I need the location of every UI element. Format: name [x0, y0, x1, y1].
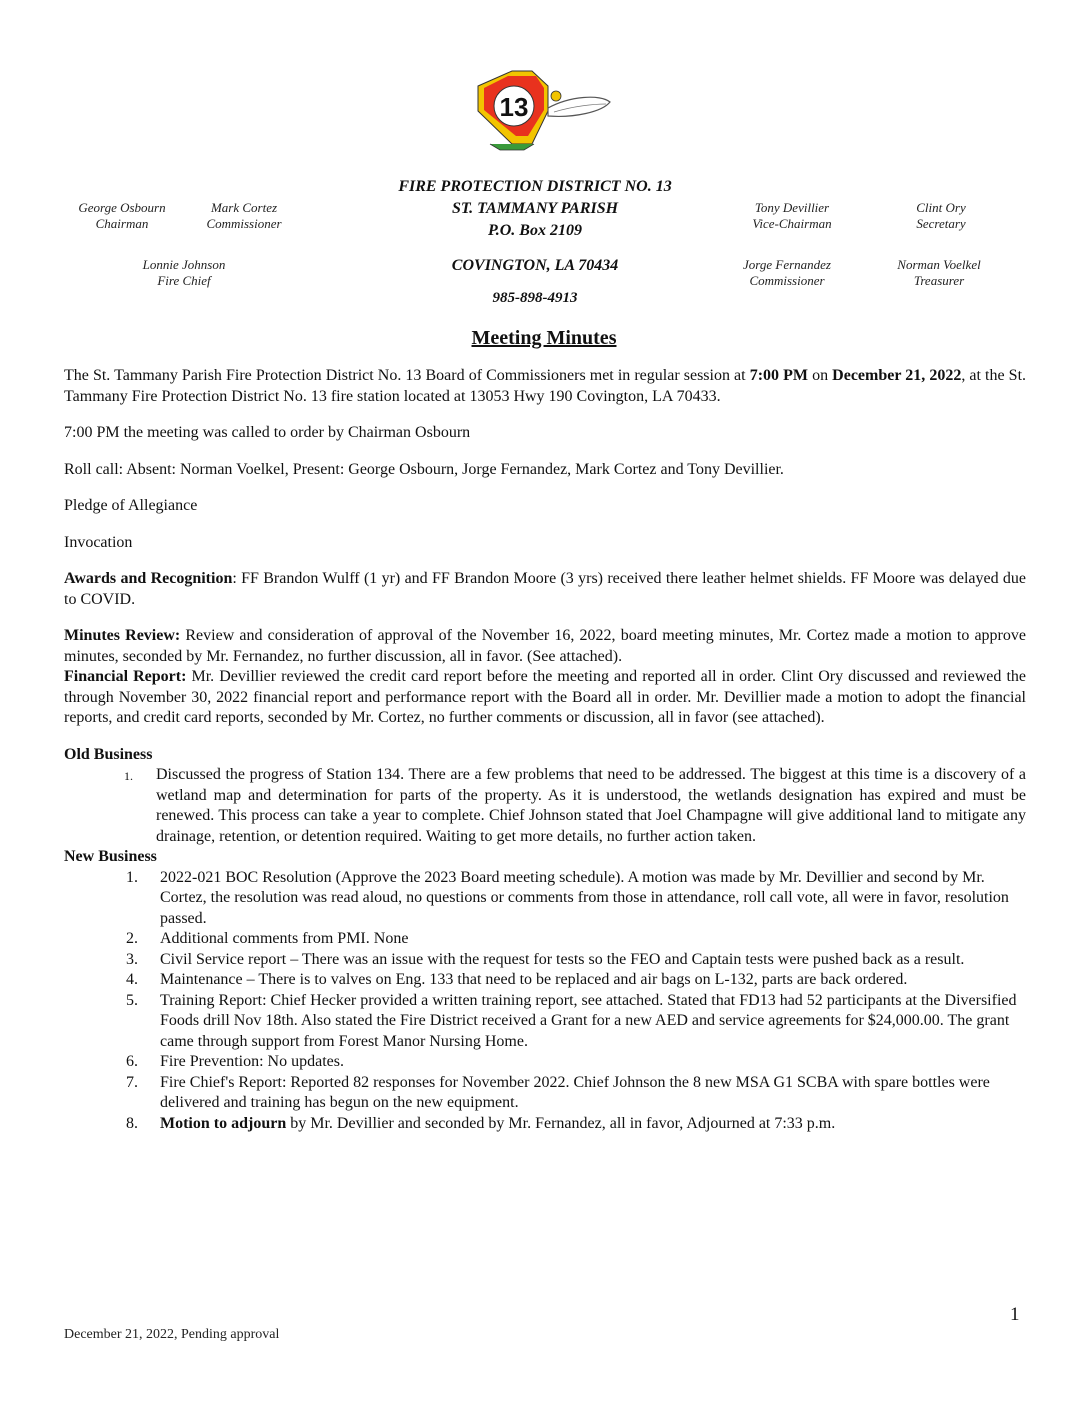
list-item	[64, 950, 1026, 971]
list-item	[64, 929, 1026, 950]
item-text: Fire Chief's Report: Reported 82 responses for November 2022. Chief Johnson the 8 new MSA G1 SCBA with spare bottles were delivered and training has begun on the new equipment.	[160, 1073, 990, 1111]
item-text: Maintenance – There is to valves on Eng. 133 that need to be replaced and air bags on L-132, parts are back ordered.	[160, 971, 908, 988]
list-item	[64, 868, 1026, 930]
financial-text: Mr. Devillier reviewed the credit card report before the meeting and reported all in order. Clint Ory discussed and reviewed the through November 30, 2022 financial report and performance report with the Board all in order. Mr. Devillier made a motion to adopt the financial reports, and credit card reports, seconded by Mr. Cortez, no further comments or discussion, all in favor (see attached).	[64, 668, 1026, 726]
officer-commissioner-right	[724, 257, 850, 289]
officer-treasurer	[880, 257, 998, 289]
item-number: 2.	[126, 930, 138, 947]
old-business-heading: Old Business	[64, 745, 153, 763]
item-number: 1.	[126, 868, 138, 886]
adjourn-label: Motion to adjourn	[160, 1114, 287, 1132]
officer-name: Norman Voelkel	[897, 257, 981, 272]
logo-number: 13	[499, 92, 529, 122]
item-number: 4.	[126, 971, 138, 988]
letterhead-phone: 985-898-4913	[492, 290, 578, 306]
officer-fire-chief	[124, 257, 244, 289]
officer-name: George Osbourn	[78, 200, 166, 215]
roll-call: Roll call: Absent: Norman Voelkel, Present: George Osbourn, Jorge Fernandez, Mark Cortez and Tony Devillier.	[64, 460, 784, 478]
awards-label: Awards and Recognition	[64, 570, 233, 587]
item-text: 2022-021 BOC Resolution (Approve the 2023 Board meeting schedule). A motion was made by Mr. Devillier and second by Mr. Cortez, the resolution was read aloud, no questions or comments from those in attendance, roll call vote, all were in favor, resolution passed.	[160, 868, 1009, 927]
item-number: 3.	[126, 950, 138, 968]
page-title-text: Meeting Minutes	[471, 327, 617, 349]
new-business-list	[64, 868, 1026, 1135]
intro-text: on	[807, 367, 833, 384]
list-item	[64, 991, 1026, 1053]
page-number: 1	[1010, 1304, 1020, 1325]
officer-name: Tony Devillier	[754, 200, 830, 215]
call-to-order: 7:00 PM the meeting was called to order by Chairman Osbourn	[64, 424, 471, 441]
officer-name: Clint Ory	[916, 200, 966, 215]
officer-role: Commissioner	[206, 216, 282, 231]
intro-paragraph	[64, 366, 1026, 407]
officer-role: Vice-Chairman	[752, 216, 832, 231]
awards-paragraph	[64, 569, 1026, 610]
new-business-heading: New Business	[64, 848, 157, 865]
awards-text: : FF Brandon Wulff (1 yr) and FF Brandon Moore (3 yrs) received there leather helmet shields. FF Moore was delayed due to COVID.	[64, 570, 1027, 608]
item-number: 6.	[126, 1053, 138, 1070]
footer-text: December 21, 2022, Pending approval	[64, 1327, 280, 1342]
letterhead-district: FIRE PROTECTION DISTRICT NO. 13	[398, 178, 672, 195]
officer-name: Lonnie Johnson	[142, 257, 226, 272]
officer-role: Chairman	[95, 216, 149, 231]
item-number: 7.	[126, 1073, 138, 1091]
officer-name: Mark Cortez	[210, 200, 278, 215]
item-text: Civil Service report – There was an issue with the request for tests so the FEO and Captain tests were pushed back as a result.	[160, 950, 965, 968]
item-number: 5.	[126, 991, 138, 1009]
officer-vice-chairman	[736, 200, 848, 232]
item-text: Discussed the progress of Station 134. There are a few problems that need to be addressed. The biggest at this time is a discovery of a wetland map and determination for parts of the property. As it is understood, the wetlands designation has expired and must be renewed. This process can take a year to complete. Chief Johnson stated that Joel Champagne will give additional land to mitigate any drainage, retention, or detention required. Waiting to get more details, no further action taken.	[156, 766, 1026, 845]
pledge: Pledge of Allegiance	[64, 497, 198, 514]
officer-role: Commissioner	[749, 273, 825, 288]
list-item	[64, 1073, 1026, 1114]
officer-role: Fire Chief	[157, 273, 211, 288]
item-number: 1.	[124, 769, 133, 783]
minutes-review-text: Review and consideration of approval of the November 16, 2022, board meeting minutes, Mr. Cortez made a motion to approve minutes, seconded by Mr. Fernandez, no further discussion, all in favor. (See attached).	[64, 627, 1026, 665]
officer-role: Secretary	[916, 216, 966, 231]
meeting-time: 7:00 PM	[749, 367, 808, 384]
minutes-review-label: Minutes Review:	[64, 627, 181, 644]
officer-secretary	[886, 200, 996, 232]
officer-chairman	[66, 200, 178, 232]
item-text: Training Report: Chief Hecker provided a written training report, see attached. Stated that FD13 had 52 participants at the Diversified Foods drill Nov 18th. Also stated the Fire District received a Grant for a new AED and service agreements for $24,000.00. The grant came through support from Forest Manor Nursing Home.	[160, 991, 1017, 1050]
letterhead-po-box: P.O. Box 2109	[488, 222, 582, 239]
officer-name: Jorge Fernandez	[743, 257, 831, 272]
intro-text: The St. Tammany Parish Fire Protection District No. 13 Board of Commissioners met in regular session at	[64, 367, 750, 384]
item-text: Additional comments from PMI. None	[160, 930, 409, 947]
minutes-body	[64, 366, 1026, 1134]
item-text: Fire Prevention: No updates.	[160, 1053, 344, 1070]
page-title	[0, 327, 1088, 350]
financial-paragraph	[64, 667, 1026, 729]
letterhead-parish: ST. TAMMANY PARISH	[451, 200, 619, 217]
invocation: Invocation	[64, 533, 133, 551]
officer-commissioner-left	[190, 200, 298, 232]
old-business-list	[64, 765, 1026, 847]
district-logo	[470, 66, 620, 156]
item-text: by Mr. Devillier and seconded by Mr. Fernandez, all in favor, Adjourned at 7:33 p.m.	[286, 1114, 836, 1132]
list-item	[64, 970, 1026, 991]
list-item-adjourn	[64, 1114, 1026, 1135]
list-item	[64, 765, 1026, 847]
financial-label: Financial Report:	[64, 668, 187, 685]
letterhead-city: COVINGTON, LA 70434	[451, 257, 619, 274]
meeting-date: December 21, 2022	[832, 367, 962, 384]
officer-role: Treasurer	[913, 273, 965, 288]
intro-text: , at the St. Tammany Fire Protection District No. 13 fire station located at 13053 Hwy 190 Covington, LA 70433.	[64, 367, 1027, 405]
item-number: 8.	[126, 1114, 138, 1132]
list-item	[64, 1052, 1026, 1073]
minutes-review-paragraph	[64, 626, 1026, 667]
